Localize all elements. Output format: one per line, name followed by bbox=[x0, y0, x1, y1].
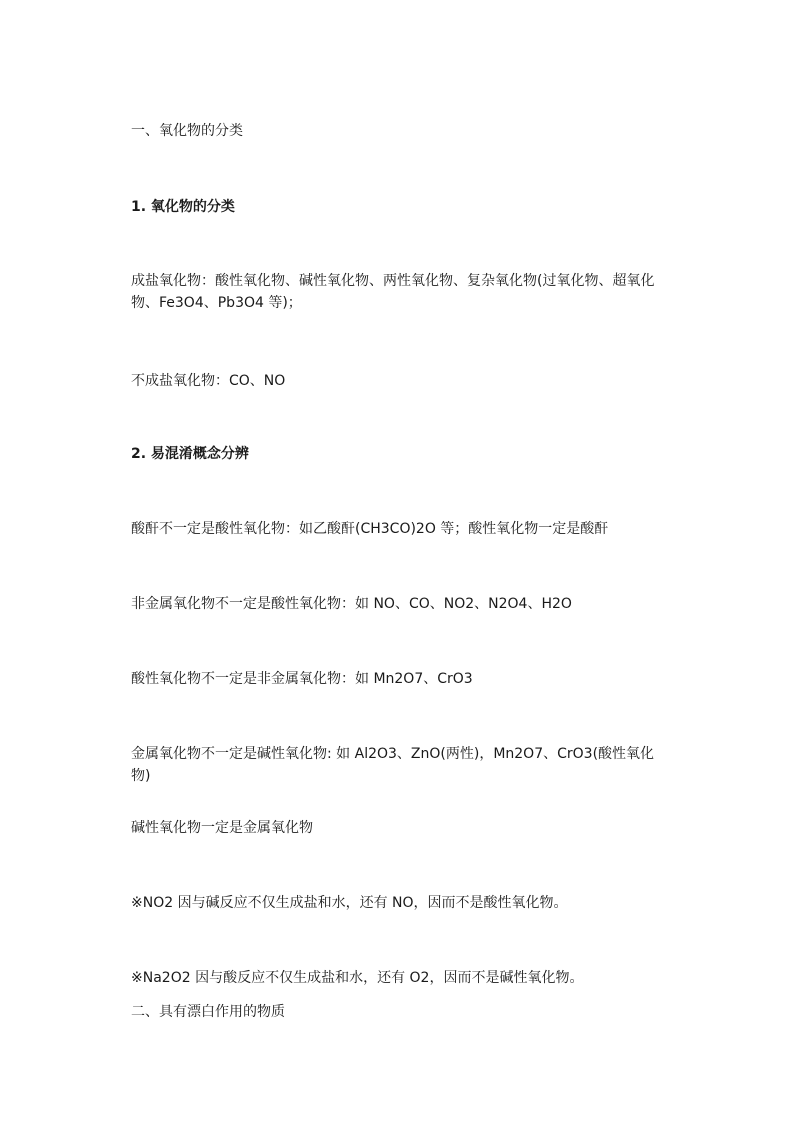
subheading-confusing-concepts: 2. 易混淆概念分辨 bbox=[131, 446, 249, 462]
paragraph-metal-oxide: 金属氧化物不一定是碱性氧化物: 如 Al2O3、ZnO(两性)，Mn2O7、CrO3(酸性氧化物) bbox=[131, 746, 655, 784]
note-no2: ※NO2 因与碱反应不仅生成盐和水，还有 NO，因而不是酸性氧化物。 bbox=[131, 895, 568, 911]
paragraph-acidic-oxide: 酸性氧化物不一定是非金属氧化物：如 Mn2O7、CrO3 bbox=[131, 671, 473, 687]
note-na2o2: ※Na2O2 因与酸反应不仅生成盐和水，还有 O2，因而不是碱性氧化物。 bbox=[131, 970, 584, 986]
paragraph-nonmetal-oxide: 非金属氧化物不一定是酸性氧化物：如 NO、CO、NO2、N2O4、H2O bbox=[131, 596, 572, 612]
paragraph-basic-oxide: 碱性氧化物一定是金属氧化物 bbox=[131, 820, 313, 836]
section-heading-oxide-classification: 一、氧化物的分类 bbox=[131, 123, 243, 139]
section-heading-bleaching-substances: 二、具有漂白作用的物质 bbox=[131, 1004, 285, 1020]
paragraph-salt-forming-oxides: 成盐氧化物：酸性氧化物、碱性氧化物、两性氧化物、复杂氧化物(过氧化物、超氧化物、Fe3O4、Pb3O4 等)； bbox=[131, 273, 655, 311]
subheading-oxide-classification: 1. 氧化物的分类 bbox=[131, 199, 235, 215]
paragraph-non-salt-forming-oxides: 不成盐氧化物：CO、NO bbox=[131, 373, 286, 389]
paragraph-anhydride: 酸酐不一定是酸性氧化物：如乙酸酐(CH3CO)2O 等；酸性氧化物一定是酸酐 bbox=[131, 521, 609, 537]
